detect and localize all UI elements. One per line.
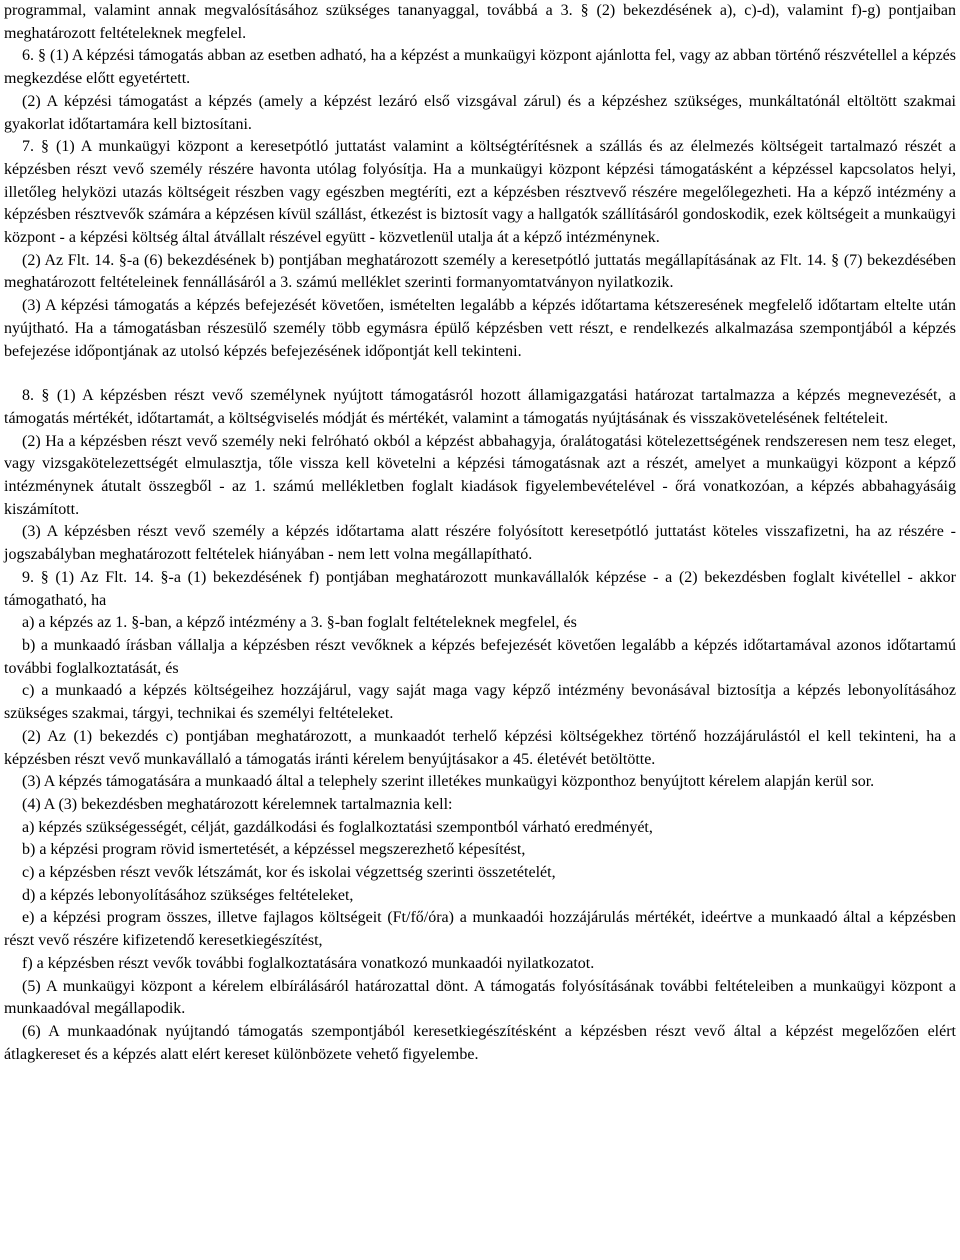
list-item: c) a munkaadó a képzés költségeihez hozzájárul, vagy saját maga vagy képző intézmény bevonásával biztosítja a képzés lebonyolításához szükséges szakmai, tárgyi, technikai és személyi feltételeket. [4, 682, 956, 723]
list-item: c) a képzésben részt vevők létszámát, kor és iskolai végzettség szerinti összetételét, [22, 864, 556, 882]
paragraph: (3) A képzés támogatására a munkaadó által a telephely szerint illetékes munkaügyi központhoz benyújtott kérelem alapján kerül sor. [22, 773, 875, 791]
paragraph: (5) A munkaügyi központ a kérelem elbírálásáról határozattal dönt. A támogatás folyósításának további feltételeiben a munkaügyi központ a munkaadóval megállapodik. [4, 977, 956, 1018]
paragraph: (2) Az (1) bekezdés c) pontjában meghatározott, a munkaadót terhelő képzési költségekhez történő hozzájárulástól el kell tekinteni, ha a képzésben részt vevő munkavállaló a támogatás iránti kérelem benyújtásakor a 45. életévét betöltötte. [4, 727, 956, 768]
paragraph: (3) A képzési támogatás a képzés befejezését követően, ismételten legalább a képzés időtartama kétszeresének megfelelő időtartam eltelte után nyújtható. Ha a támogatásban részesülő személy több egymásra épülő képzésben vett részt, e rendelkezés alkalmazása szempontjából a képzés befejezése időpontjának az utolsó képzés befejezésének időpontját kell tekinteni. [4, 297, 956, 360]
paragraph: (6) A munkaadónak nyújtandó támogatás szempontjából keresetkiegészítésként a képzésben részt vevő által a képzést megelőzően elért átlagkereset és a képzés alatt elért kereset különbözete vehető figyelembe. [4, 1022, 956, 1063]
paragraph: (4) A (3) bekezdésben meghatározott kérelemnek tartalmaznia kell: [22, 795, 453, 813]
paragraph: programmal, valamint annak megvalósításához szükséges tananyaggal, továbbá a 3. § (2) bekezdésének a), c)-d), valamint f)-g) pontjaiban meghatározott feltételeknek megfelel. [4, 2, 956, 42]
paragraph: (2) Az Flt. 14. §-a (6) bekezdésének b) pontjában meghatározott személy a keresetpótló juttatás megállapításának az Flt. 14. § (7) bekezdésében meghatározott feltételeinek fennállásáról a 3. számú melléklet szerinti formanyomtatványon nyilatkozik. [4, 251, 956, 292]
paragraph: (2) A képzési támogatást a képzés (amely a képzést lezáró első vizsgával zárul) és a képzéshez szükséges, munkáltatónál eltöltött szakmai gyakorlat időtartamára kell biztosítani. [4, 92, 956, 133]
paragraph: 6. § (1) A képzési támogatás abban az esetben adható, ha a képzést a munkaügyi központ ajánlotta fel, vagy az abban történő részvétellel a képzés megkezdése előtt egyetértett. [4, 47, 956, 88]
paragraph: (3) A képzésben részt vevő személy a képzés időtartama alatt részére folyósított keresetpótló juttatást köteles visszafizetni, ha az részére - jogszabályban meghatározott feltételek hiányában - nem lett volna megállapítható. [4, 523, 956, 564]
paragraph: (2) Ha a képzésben részt vevő személy neki felróható okból a képzést abbahagyja, óralátogatási kötelezettségének rendszeresen nem tesz eleget, vagy vizsgakötelezettségét elmulasztja, tőle vissza kell követelni a képzési támogatásnak azt a részét, amelyet a munkaügyi központ a képző intézménynek átutalt összegből - az 1. számú mellékletben foglalt kiadások figyelembevételével - őrá vonatkozóan, a képzés abbahagyásáig kiszámított. [4, 432, 956, 518]
list-item: b) a képzési program rövid ismertetését, a képzéssel megszerezhető képesítést, [22, 841, 526, 859]
list-item: f) a képzésben részt vevők további foglalkoztatására vonatkozó munkaadói nyilatkozatot. [22, 954, 595, 972]
list-item: b) a munkaadó írásban vállalja a képzésben részt vevőknek a képzés befejezését követően legalább a képzés időtartamával azonos időtartamú további foglalkoztatását, és [4, 636, 956, 677]
list-item: d) a képzés lebonyolításához szükséges feltételeket, [22, 886, 354, 904]
list-item: a) képzés szükségességét, célját, gazdálkodási és foglalkoztatási szempontból várható eredményét, [22, 818, 653, 836]
paragraph: 7. § (1) A munkaügyi központ a keresetpótló juttatást valamint a költségtérítésnek a szállás és az élelmezés költségeit tartalmazó részét a képzésben részt vevő személy részére havonta utólag folyósítja. Ha a munkaügyi központ képzési támogatásként a képzéssel kapcsolatos helyi, illetőleg helyközi utazás költségeit részben vagy egészben megtéríti, ezt a képzésben résztvevő részére megelőlegezheti. Ha a képző intézmény a képzésben résztvevők számára a képzésen kívül szállást, étkezést is biztosít vagy a hallgatók szállításáról gondoskodik, ezek költségeit a munkaügyi központ - a képzési költség által átvállalt részével együtt - közvetlenül utalja át a képző intézménynek. [4, 138, 956, 247]
list-item: a) a képzés az 1. §-ban, a képző intézmény a 3. §-ban foglalt feltételeknek megfelel, és [22, 614, 577, 632]
list-item: e) a képzési program összes, illetve fajlagos költségeit (Ft/fő/óra) a munkaadói hozzájárulás mértékét, ideértve a munkaadó által a képzésben részt vevő részére kifizetendő keresetkiegészítést, [4, 909, 956, 950]
paragraph: 9. § (1) Az Flt. 14. §-a (1) bekezdésének f) pontjában meghatározott munkavállalók képzése - a (2) bekezdésben foglalt kivétellel - akkor támogatható, ha [4, 568, 956, 609]
paragraph: 8. § (1) A képzésben részt vevő személynek nyújtott támogatásról hozott államigazgatási határozat tartalmazza a képzés megnevezését, a támogatás mértékét, időtartamát, a költségviselés módját és mértékét, valamint a támogatás nyújtásának és visszakövetelésének feltételeit. [4, 387, 956, 427]
